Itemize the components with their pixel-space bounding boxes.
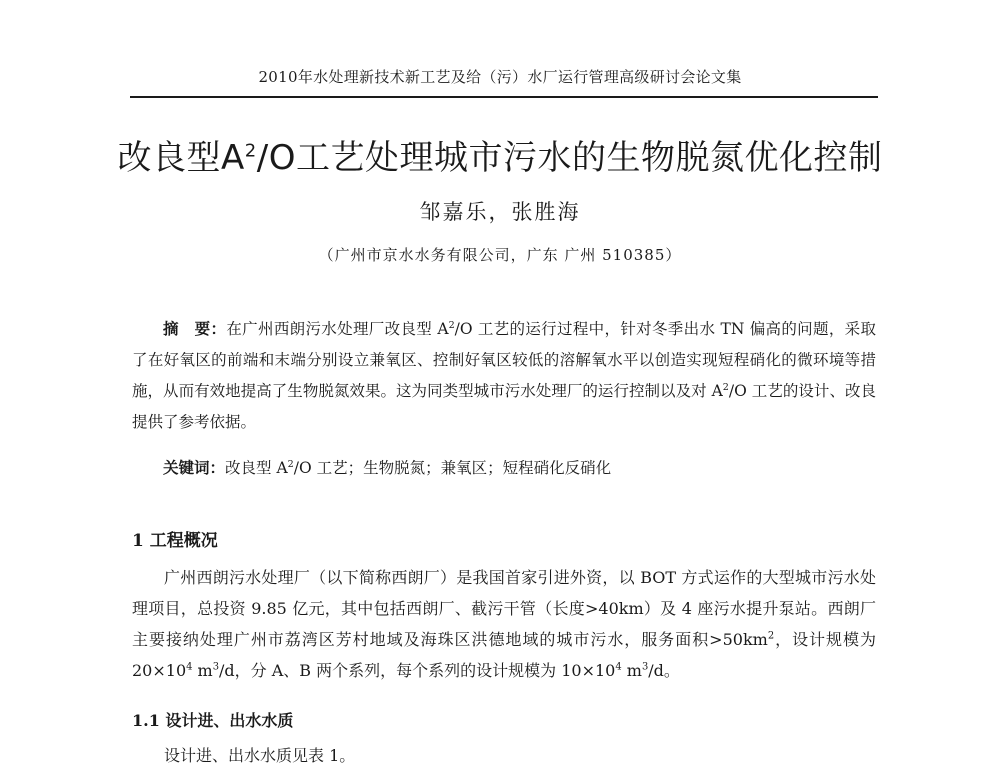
abstract bbox=[132, 313, 876, 438]
keywords-text-1: 改良型 A bbox=[225, 459, 288, 477]
title-superscript: 2 bbox=[244, 140, 257, 162]
s1-text-5: m bbox=[621, 661, 642, 680]
keywords bbox=[132, 452, 876, 484]
keywords-text-2: /O 工艺；生物脱氮；兼氧区；短程硝化反硝化 bbox=[293, 459, 612, 477]
s1-sup-4: 4 bbox=[615, 661, 622, 673]
s1-sup-3: 3 bbox=[212, 661, 220, 673]
header-rule bbox=[130, 96, 878, 98]
s1-text-2: ，设计规模为 20×10 bbox=[132, 630, 876, 680]
section-1-paragraph bbox=[132, 562, 876, 686]
abstract-label: 摘 要： bbox=[163, 319, 227, 338]
affiliation: （广州市京水水务有限公司，广东 广州 510385） bbox=[318, 246, 682, 264]
s1-text-1: 广州西朗污水处理厂（以下简称西朗厂）是我国首家引进外资，以 BOT 方式运作的大型城市污水处理项目，总投资 9.85 亿元，其中包括西朗厂、截污干管（长度>40km）及 4 座污水提升泵站。西朗厂主要接纳处理广州市荔湾区芳村地域及海珠区洪德地域的城市污水，服务面积>50km bbox=[132, 568, 876, 649]
section-heading-1-1: 1.1 设计进、出水水质 bbox=[132, 711, 294, 730]
abstract-text-1: 在广州西朗污水处理厂改良型 A bbox=[226, 320, 449, 338]
keywords-label: 关键词： bbox=[163, 458, 226, 477]
s1-sup-5: 3 bbox=[641, 661, 649, 673]
running-header: 2010年水处理新技术新工艺及给（污）水厂运行管理高级研讨会论文集 bbox=[258, 68, 742, 86]
s1-sup-2: 4 bbox=[186, 661, 193, 673]
title-text-b: /O工艺处理城市污水的生物脱氮优化控制 bbox=[256, 138, 883, 178]
abstract-text-3: /O 工艺的设计、改良提供了参考依据。 bbox=[132, 382, 877, 431]
abstract-sup-2: 2 bbox=[722, 381, 729, 393]
keywords-sup: 2 bbox=[287, 458, 294, 470]
s1-text-6: /d。 bbox=[648, 661, 680, 680]
section-1-1-paragraph: 设计进、出水水质见表 1。 bbox=[164, 746, 356, 765]
s1-text-3: m bbox=[192, 661, 213, 680]
s1-sup-1: 2 bbox=[767, 630, 775, 642]
authors: 邹嘉乐，张胜海 bbox=[419, 200, 581, 224]
title-text-a: 改良型A bbox=[117, 138, 245, 178]
s1-text-4: /d，分 A、B 两个系列，每个系列的设计规模为 10×10 bbox=[219, 661, 616, 680]
abstract-text-2: /O 工艺的运行过程中，针对冬季出水 TN 偏高的问题，采取了在好氧区的前端和末端分别设立兼氧区、控制好氧区较低的溶解氧水平以创造实现短程硝化的微环境等措施，从而有效地提高了生物脱氮效果。这为同类型城市污水处理厂的运行控制以及对 A bbox=[132, 320, 876, 400]
abstract-sup-1: 2 bbox=[448, 319, 455, 331]
paper-title bbox=[0, 130, 1000, 179]
section-heading-1: 1 工程概况 bbox=[132, 531, 218, 551]
